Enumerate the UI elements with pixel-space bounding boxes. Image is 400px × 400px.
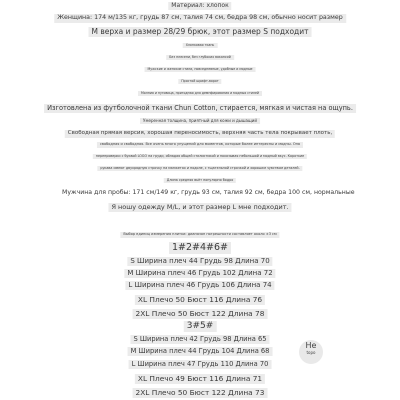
feature-line-5: Молния и пуговица, пригодная для демпфирования и модных стилей <box>138 91 262 96</box>
female-model-line-1: Женщина: 174 м/135 кг, грудь 87 см, талия 74 см, бедра 98 см, обычно носит размер <box>54 14 346 23</box>
size-row: S Ширина плеч 42 Грудь 98 Длина 65 <box>130 335 269 344</box>
thickness-line: Умеренная толщина, приятный для кожи и дышащий <box>140 118 260 124</box>
translate-toggle-sublabel: topo <box>306 349 316 355</box>
description-line-4: рукава имеют двухрядную строчку на манжетах и подоле, с тщательной строчкой и хорошим чувством деталей. <box>97 166 302 171</box>
feature-line-4: Простой шрифт-ворот <box>178 79 221 84</box>
description-line-1: Свободная прямая версия, хорошая переносимость, верхняя часть тела покрывает плоть, <box>65 130 335 138</box>
size-group-1-title: 1#2#4#6# <box>169 242 231 254</box>
description-line-5: Длина средняя вьёт популярно бодро <box>164 178 236 183</box>
description-line-3: перепроверки с буквой LOGO на груди, обладая общей стилистикой и показывая небольшой и модный вкус. Короткие <box>93 154 307 159</box>
male-model-line-1: Мужчина для пробы: 171 см/149 кг, грудь 93 см, талия 92 см, бедра 100 см, нормальные <box>62 189 355 196</box>
feature-line-1: Хлопковая ткань <box>183 43 218 48</box>
female-model-line-2: М верха и размер 28/29 брюк, этот размер S подходит <box>89 27 312 37</box>
fabric-line: Изготовлена из футболочной ткани Chun Cotton, стирается, мягкая и чистая на ощупь. <box>44 104 356 113</box>
size-row: M Ширина плеч 46 Грудь 102 Длина 72 <box>124 269 275 278</box>
size-row: L Ширина плеч 47 Грудь 110 Длина 70 <box>129 360 272 369</box>
male-model-line-2: Я ношу одежду M/L, и этот размер L мне подходит. <box>108 203 291 212</box>
feature-line-3: Мужские и женские стили, повседневные, удобные и модные <box>145 67 256 72</box>
size-row: XL Плечо 49 Бюст 116 Длина 71 <box>135 374 265 384</box>
size-row: 2XL Плечо 50 Бюст 122 Длина 78 <box>133 309 268 319</box>
material-title: Материал: хлопок <box>168 2 231 10</box>
description-line-2: свободная и свободная. Все очень много упущений для моментов, которые более интересны и модны. Она <box>97 142 303 148</box>
size-row: M Ширина плеч 44 Грудь 104 Длина 68 <box>128 347 273 356</box>
translate-toggle-button[interactable] <box>299 340 323 364</box>
size-group-2-title: 3#5# <box>184 321 217 332</box>
size-row: S Ширина плеч 44 Грудь 98 Длина 70 <box>127 257 272 266</box>
feature-line-2: Без плесени, без глубоких вакансий <box>166 55 234 60</box>
size-row: L Ширина плеч 46 Грудь 106 Длина 74 <box>125 281 274 290</box>
measurement-note: Выбор единиц измерения плитки: диапазон погрешности составляет около ±3 см <box>120 232 279 238</box>
size-row: 2XL Плечо 50 Бюст 122 Длина 73 <box>133 388 268 398</box>
size-row: XL Плечо 50 Бюст 116 Длина 76 <box>135 295 265 305</box>
translate-toggle-label: Не <box>305 341 317 350</box>
